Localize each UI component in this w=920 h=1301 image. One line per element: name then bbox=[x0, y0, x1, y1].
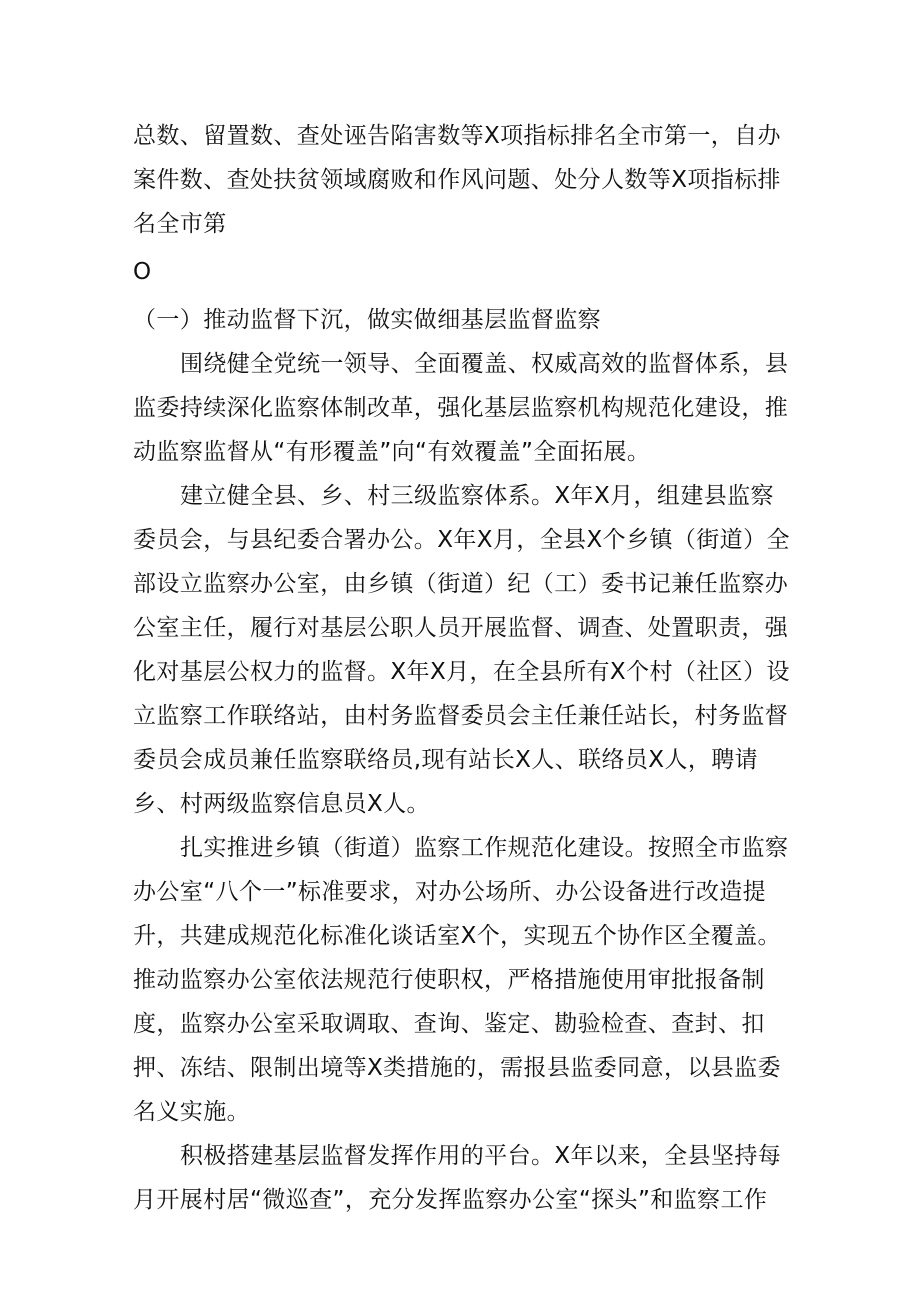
paragraph-platform: 积极搭建基层监督发挥作用的平台。X年以来，全县坚持每月开展村居“微巡查”，充分发挥监察办公室“探头”和监察工作 bbox=[133, 1143, 782, 1213]
section-heading: （一）推动监督下沉，做实做细基层监督监察 bbox=[133, 307, 601, 333]
paragraph-supervision-system: 围绕健全党统一领导、全面覆盖、权威高效的监督体系，县监委持续深化监察体制改革，强化基层监察机构规范化建设，推动监察监督从“有形覆盖”向“有效覆盖”全面拓展。 bbox=[133, 351, 789, 465]
continuation-paragraph: 总数、留置数、查处诬告陷害数等X项指标排名全市第一，自办案件数、查处扶贫领域腐败和作风问题、处分人数等X项指标排名全市第 bbox=[133, 123, 781, 237]
circle-mark: O bbox=[133, 259, 152, 285]
document-body bbox=[133, 114, 793, 1222]
paragraph-standardization: 扎实推进乡镇（街道）监察工作规范化建设。按照全市监察办公室“八个一”标准要求，对办公场所、办公设备进行改造提升，共建成规范化标准化谈话室X个，实现五个协作区全覆盖。推动监察办公室依法规范行使职权，严格措施使用审批报备制度，监察办公室采取调取、查询、鉴定、勘验检查、查封、扣押、冻结、限制出境等X类措施的，需报县监委同意，以县监委名义实施。 bbox=[133, 835, 789, 1125]
paragraph-three-level-system: 建立健全县、乡、村三级监察体系。X年X月，组建县监察委员会，与县纪委合署办公。X年X月，全县X个乡镇（街道）全部设立监察办公室，由乡镇（街道）纪（工）委书记兼任监察办公室主任，履行对基层公职人员开展监督、调查、处置职责，强化对基层公权力的监督。X年X月，在全县所有X个村（社区）设立监察工作联络站，由村务监督委员会主任兼任站长，村务监督委员会成员兼任监察联络员,现有站长X人、联络员X人，聘请乡、村两级监察信息员X人。 bbox=[133, 483, 790, 817]
